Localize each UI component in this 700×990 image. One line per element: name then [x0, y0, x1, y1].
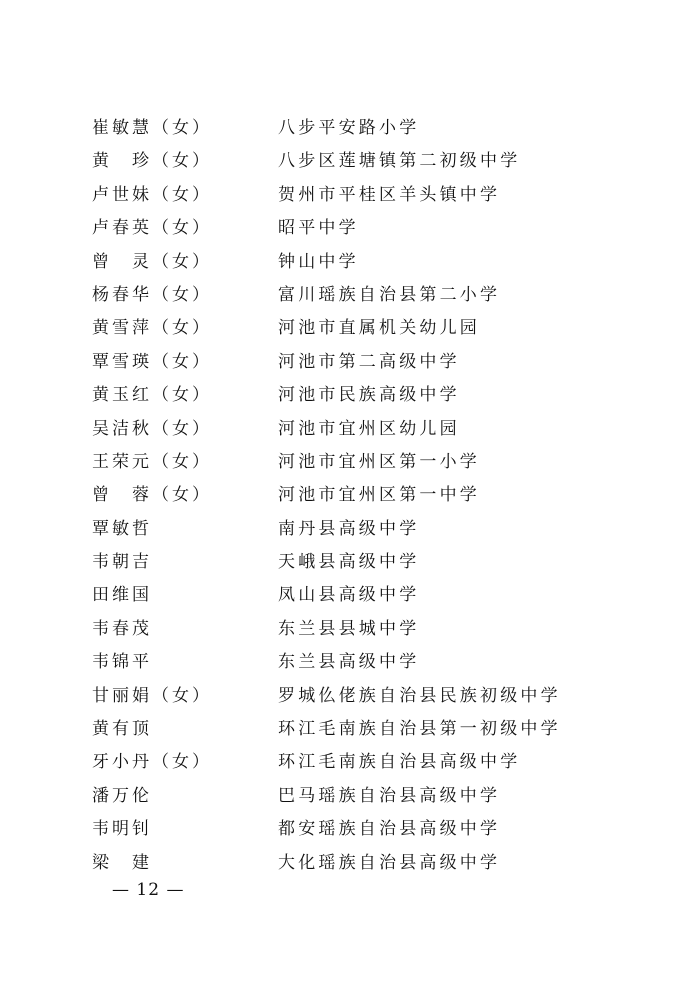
- school-name: 环江毛南族自治县第一初级中学: [278, 719, 561, 740]
- list-item: [92, 746, 652, 779]
- person-name: 甘丽娟（女）: [92, 685, 212, 706]
- person-name: 吴洁秋（女）: [92, 418, 212, 439]
- list-item: [92, 312, 652, 345]
- list-item: [92, 813, 652, 846]
- school-name: 河池市宜州区第一中学: [278, 485, 480, 506]
- person-name: 牙小丹（女）: [92, 752, 212, 773]
- name-list: [92, 112, 652, 880]
- list-item: [92, 847, 652, 880]
- school-name: 南丹县高级中学: [278, 518, 420, 539]
- list-item: [92, 212, 652, 245]
- school-name: 大化瑶族自治县高级中学: [278, 852, 501, 873]
- person-name: 卢世妹（女）: [92, 184, 212, 205]
- person-name: 崔敏慧（女）: [92, 118, 212, 138]
- list-item: [92, 246, 652, 279]
- person-name: 曾 灵（女）: [92, 251, 212, 272]
- person-name: 韦春茂: [92, 618, 152, 639]
- list-item: [92, 680, 652, 713]
- school-name: 八步平安路小学: [278, 118, 420, 138]
- person-name: 韦明钊: [92, 819, 152, 840]
- list-item: [92, 413, 652, 446]
- list-item: [92, 780, 652, 813]
- person-name: 黄 珍（女）: [92, 151, 212, 172]
- school-name: 河池市民族高级中学: [278, 385, 460, 406]
- list-item: [92, 446, 652, 479]
- list-item: [92, 179, 652, 212]
- person-name: 潘万伦: [92, 785, 152, 806]
- person-name: 梁 建: [92, 852, 152, 873]
- person-name: 黄有顶: [92, 719, 152, 740]
- person-name: 卢春英（女）: [92, 218, 212, 239]
- list-item: [92, 613, 652, 646]
- person-name: 田维国: [92, 585, 152, 606]
- person-name: 王荣元（女）: [92, 451, 212, 472]
- school-name: 河池市直属机关幼儿园: [278, 318, 480, 339]
- person-name: 黄玉红（女）: [92, 385, 212, 406]
- school-name: 贺州市平桂区羊头镇中学: [278, 184, 501, 205]
- school-name: 巴马瑶族自治县高级中学: [278, 785, 501, 806]
- list-item: [92, 579, 652, 612]
- list-item: [92, 112, 652, 145]
- person-name: 曾 蓉（女）: [92, 485, 212, 506]
- school-name: 环江毛南族自治县高级中学: [278, 752, 521, 773]
- school-name: 钟山中学: [278, 251, 359, 272]
- list-item: [92, 713, 652, 746]
- list-item: [92, 346, 652, 379]
- list-item: [92, 379, 652, 412]
- person-name: 覃敏哲: [92, 518, 152, 539]
- person-name: 覃雪瑛（女）: [92, 351, 212, 372]
- school-name: 河池市第二高级中学: [278, 351, 460, 372]
- list-item: [92, 546, 652, 579]
- person-name: 韦朝吉: [92, 552, 152, 573]
- list-item: [92, 145, 652, 178]
- page-number: — 12 —: [112, 880, 185, 900]
- school-name: 八步区莲塘镇第二初级中学: [278, 151, 521, 172]
- school-name: 罗城仫佬族自治县民族初级中学: [278, 685, 561, 706]
- school-name: 凤山县高级中学: [278, 585, 420, 606]
- school-name: 东兰县县城中学: [278, 618, 420, 639]
- school-name: 东兰县高级中学: [278, 652, 420, 673]
- school-name: 河池市宜州区第一小学: [278, 451, 480, 472]
- person-name: 黄雪萍（女）: [92, 318, 212, 339]
- person-name: 杨春华（女）: [92, 284, 212, 305]
- list-item: [92, 646, 652, 679]
- list-item: [92, 479, 652, 512]
- school-name: 都安瑶族自治县高级中学: [278, 819, 501, 840]
- list-item: [92, 513, 652, 546]
- school-name: 河池市宜州区幼儿园: [278, 418, 460, 439]
- school-name: 天峨县高级中学: [278, 552, 420, 573]
- school-name: 富川瑶族自治县第二小学: [278, 284, 501, 305]
- person-name: 韦锦平: [92, 652, 152, 673]
- school-name: 昭平中学: [278, 218, 359, 239]
- list-item: [92, 279, 652, 312]
